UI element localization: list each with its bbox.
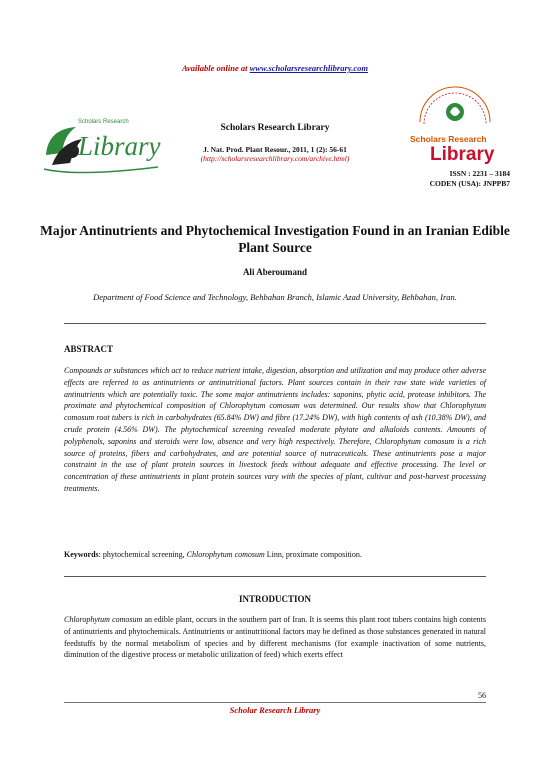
journal-reference — [170, 145, 380, 163]
introduction-heading: INTRODUCTION — [238, 594, 311, 604]
paper-title: Major Antinutrients and Phytochemical Investigation Found in an Iranian Edible Plant Source — [40, 223, 510, 255]
footer-text: Scholar Research Library — [229, 705, 321, 715]
divider-middle — [64, 576, 486, 577]
introduction-text — [64, 614, 486, 661]
journal-logo — [400, 82, 510, 172]
availability-line — [0, 63, 550, 73]
keywords-line — [64, 550, 486, 559]
intro-body: an edible plant, occurs in the southern part of Iran. It is seems this plant root tubers contains high contents of antinutrients and phytochemicals. Antinutrients or antinutritional factors may be defined as those substances generated in natural feedstuffs by the normal metabolism of species and by different mechanisms (for example inactivation of some nutrients, diminution of the digestive process or metabolic utilization of feed) which exerts effect — [64, 615, 486, 660]
keywords-part1: : phytochemical screening, — [98, 550, 187, 559]
library-name: Scholars Research Library — [220, 123, 330, 133]
keywords-part2: Linn, proximate composition. — [264, 550, 362, 559]
scholars-research-library-logo — [38, 115, 168, 190]
journal-url[interactable]: (http://scholarsresearchlibrary.com/archive.html) — [200, 154, 350, 163]
coden: CODEN (USA): JNPPB7 — [429, 179, 510, 188]
divider-top — [64, 323, 486, 324]
logo-right-caption: Scholars Research — [410, 134, 487, 144]
keywords-label: Keywords — [64, 550, 99, 559]
issn-block — [380, 169, 510, 189]
divider-footer — [64, 702, 486, 703]
available-prefix: Available online at — [182, 63, 250, 73]
intro-species: Chlorophytum comosum — [64, 615, 143, 624]
issn: ISSN : 2231 – 3184 — [449, 169, 510, 178]
abstract-text: Compounds or substances which act to reduce nutrient intake, digestion, absorption and utilization and may produce other adverse effects are referred to as antinutrients or antinutritional factors. Plant sources contain in their raw state wide varieties of antinutrients which are potentially toxic. The some major antinutrients includes: saponins, phytic acid, protease inhibitors. The proximate and phytochemical composition of Chlorophytum comosum was determined. Our results show that Chlorophytum comosum root tubers is rich in carbohydrates (65.84% DW) and fibre (17.24% DW), with high contents of ash (10.38% DW), and crude protein (4.56% DW). The phytochemical screening revealed moderate phytate and alkaloids contents. Amounts of polyphenols, saponins and steroids were low, absence and very high respectively. Therefore, Chlorophytum comosum is a rich source of proteins, fibers and carbohydrates, and are potential source of nutraceuticals. These antinutrients pose a major constraint in the use of plant protein sources in livestock feeds without adequate and effective processing. The level or concentration of these antinutrients in plant protein sources vary with the species of plant, cultivar and post-harvest processing treatments. — [64, 366, 486, 493]
abstract-heading: ABSTRACT — [64, 344, 114, 354]
website-link[interactable]: www.scholarsresearchlibrary.com — [249, 63, 368, 73]
keywords-species: Chlorophytum comosum — [186, 550, 265, 559]
logo-right-wordmark: Library — [430, 144, 495, 165]
page-number: 56 — [478, 691, 486, 700]
author-name: Ali Aberoumand — [242, 267, 308, 277]
author-affiliation: Department of Food Science and Technology, Behbahan Branch, Islamic Azad University, Behbahan, Iran. — [93, 292, 457, 302]
logo-left-wordmark: Library — [78, 131, 161, 161]
logo-left-caption: Scholars Research — [78, 119, 129, 125]
journal-citation: J. Nat. Prod. Plant Resour., 2011, 1 (2): 56-61 — [203, 145, 347, 154]
